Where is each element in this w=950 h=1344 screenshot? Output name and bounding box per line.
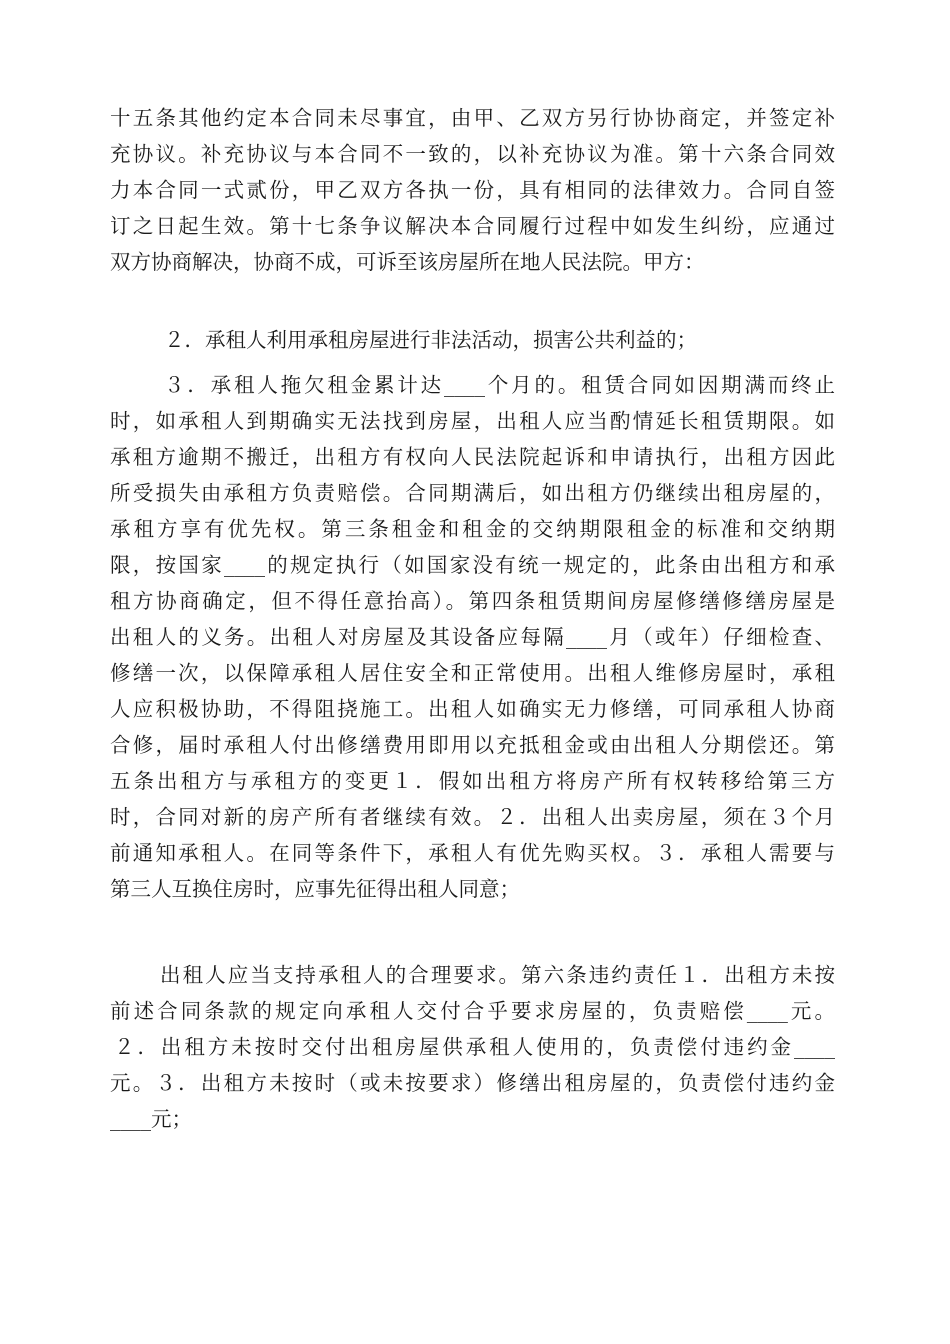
- text-line: 前述合同条款的规定向承租人交付合乎要求房屋的，负责赔偿____元。: [110, 999, 835, 1023]
- text-line: ２．承租人利用承租房屋进行非法活动，损害公共利益的；: [164, 328, 697, 352]
- paragraph-4: [110, 957, 835, 1137]
- text-line: 所受损失由承租方负责赔偿。合同期满后，如出租方仍继续出租房屋的，: [110, 481, 835, 505]
- text-line: 租方协商确定，但不得任意抬高）。第四条租赁期间房屋修缮修缮房屋是: [110, 589, 835, 613]
- text-line: 出租人应当支持承租人的合理要求。第六条违约责任１．出租方未按: [160, 963, 835, 987]
- text-line: 合修，届时承租人付出修缮费用即用以充抵租金或由出租人分期偿还。第: [110, 733, 835, 757]
- text-line: 时，合同对新的房产所有者继续有效。２．出租人出卖房屋，须在３个月: [110, 805, 835, 829]
- paragraph-1: [110, 100, 835, 280]
- text-line: ____元；: [110, 1107, 192, 1131]
- text-line: 充协议。补充协议与本合同不一致的，以补充协议为准。第十六条合同效: [110, 142, 835, 166]
- text-line: 限，按国家____的规定执行（如国家没有统一规定的，此条由出租方和承: [110, 553, 835, 577]
- text-line: 订之日起生效。第十七条争议解决本合同履行过程中如发生纠纷，应通过: [110, 214, 835, 238]
- text-line: 十五条其他约定本合同未尽事宜，由甲、乙双方另行协协商定，并签定补: [110, 106, 835, 130]
- text-line: 时，如承租人到期确实无法找到房屋，出租人应当酌情延长租赁期限。如: [110, 409, 835, 433]
- text-line: 人应积极协助，不得阻挠施工。出租人如确实无力修缮，可同承租人协商: [110, 697, 835, 721]
- text-line: 前通知承租人。在同等条件下，承租人有优先购买权。３．承租人需要与: [110, 841, 835, 865]
- text-line: 双方协商解决，协商不成，可诉至该房屋所在地人民法院。甲方：: [110, 250, 705, 274]
- text-line: ３．承租人拖欠租金累计达____个月的。租赁合同如因期满而终止: [164, 373, 835, 397]
- text-line: 五条出租方与承租方的变更１．假如出租方将房产所有权转移给第三方: [110, 769, 835, 793]
- text-line: 力本合同一式贰份，甲乙双方各执一份，具有相同的法律效力。合同自签: [110, 178, 835, 202]
- text-line: 出租人的义务。出租人对房屋及其设备应每隔____月（或年）仔细检查、: [110, 625, 835, 649]
- text-line: 元。３．出租方未按时（或未按要求）修缮出租房屋的，负责偿付违约金: [110, 1071, 835, 1095]
- text-line: 第三人互换住房时，应事先征得出租人同意；: [110, 877, 520, 901]
- text-line: 承租方逾期不搬迁，出租方有权向人民法院起诉和申请执行，出租方因此: [110, 445, 835, 469]
- text-line: 承租方享有优先权。第三条租金和租金的交纳期限租金的标准和交纳期: [110, 517, 835, 541]
- text-line: 修缮一次，以保障承租人居住安全和正常使用。出租人维修房屋时，承租: [110, 661, 835, 685]
- paragraph-3: [110, 367, 835, 907]
- paragraph-2: [110, 322, 835, 358]
- text-line: ２．出租方未按时交付出租房屋供承租人使用的，负责偿付违约金____: [114, 1035, 835, 1059]
